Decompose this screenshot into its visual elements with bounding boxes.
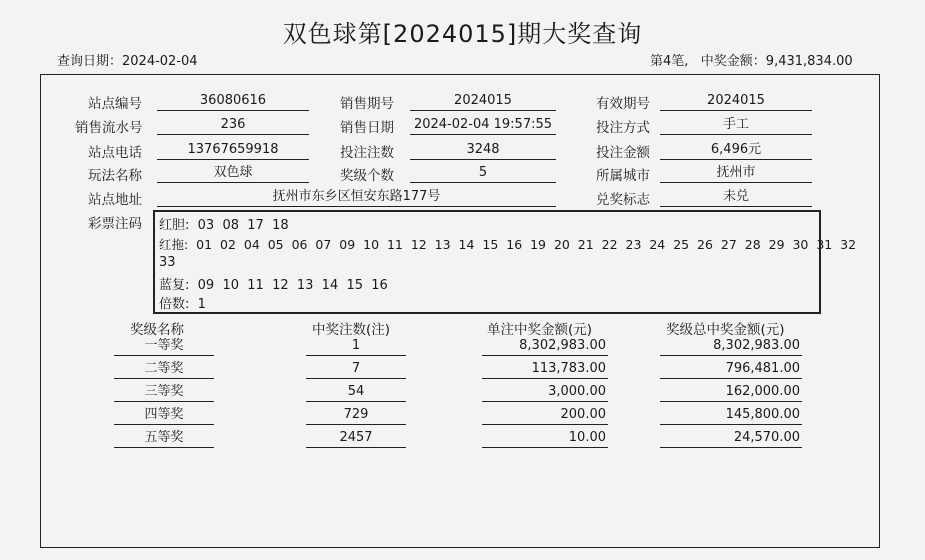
- phone-value: 13767659918: [157, 141, 309, 160]
- serial-label: 销售流水号: [75, 120, 143, 136]
- prize-levels-value: 5: [410, 164, 556, 183]
- col-header-total-amount: 奖级总中奖金额(元): [666, 322, 785, 338]
- query-date: 查询日期：2024-02-04: [57, 54, 198, 69]
- bet-count-value: 3248: [410, 141, 556, 160]
- red-dan-line: 红胆: 03 08 17 18: [159, 218, 289, 233]
- red-tuo-continuation: 33: [159, 255, 176, 270]
- blue-fu-line: 蓝复: 09 10 11 12 13 14 15 16: [159, 278, 388, 293]
- sale-date-label: 销售日期: [340, 120, 394, 136]
- prize-level-2: 二等奖: [114, 360, 214, 379]
- prize-level-5: 五等奖: [114, 429, 214, 448]
- game-label: 玩法名称: [88, 168, 142, 184]
- red-tuo-line: 红拖: 01 02 04 05 06 07 09 10 11 12 13 14 15 16 19 20 21 22 23 24 25 26 27 28 29 30 31 32: [159, 237, 857, 252]
- prize-unit-3: 3,000.00: [482, 383, 608, 402]
- sale-date-value: 2024-02-04 19:57:55: [410, 116, 556, 135]
- bet-count-label: 投注注数: [340, 145, 394, 161]
- serial-value: 236: [157, 116, 309, 135]
- valid-period-label: 有效期号: [596, 96, 650, 112]
- prize-count-3: 54: [306, 383, 406, 402]
- game-value: 双色球: [157, 164, 309, 183]
- prize-level-1: 一等奖: [114, 337, 214, 356]
- col-header-unit-amount: 单注中奖金额(元): [487, 322, 593, 338]
- prize-count-2: 7: [306, 360, 406, 379]
- prize-unit-2: 113,783.00: [482, 360, 608, 379]
- period-label: 销售期号: [340, 96, 394, 112]
- prize-total-4: 145,800.00: [660, 406, 802, 425]
- bet-mode-label: 投注方式: [596, 120, 650, 136]
- address-value: 抚州市东乡区恒安东路177号: [157, 188, 556, 207]
- bet-amount-value: 6,496元: [660, 141, 812, 160]
- prize-count-1: 1: [306, 337, 406, 356]
- prize-unit-5: 10.00: [482, 429, 608, 448]
- address-label: 站点地址: [88, 192, 142, 208]
- city-label: 所属城市: [596, 168, 650, 184]
- station-no-label: 站点编号: [88, 96, 142, 112]
- prize-total-2: 796,481.00: [660, 360, 802, 379]
- page-title: 双色球第[2024015]期大奖查询: [282, 20, 643, 48]
- prize-unit-4: 200.00: [482, 406, 608, 425]
- redeem-label: 兑奖标志: [596, 192, 650, 208]
- station-no-value: 36080616: [157, 92, 309, 111]
- prize-count-4: 729: [306, 406, 406, 425]
- col-header-count: 中奖注数(注): [312, 322, 391, 338]
- col-header-level: 奖级名称: [130, 322, 184, 338]
- multiple-line: 倍数: 1: [159, 297, 206, 312]
- prize-count-5: 2457: [306, 429, 406, 448]
- win-summary: 第4笔, 中奖金额：9,431,834.00: [650, 54, 853, 69]
- prize-total-3: 162,000.00: [660, 383, 802, 402]
- redeem-value: 未兑: [660, 188, 812, 207]
- bet-mode-value: 手工: [660, 116, 812, 135]
- prize-levels-label: 奖级个数: [340, 168, 394, 184]
- city-value: 抚州市: [660, 164, 812, 183]
- period-value: 2024015: [410, 92, 556, 111]
- prize-level-3: 三等奖: [114, 383, 214, 402]
- prize-level-4: 四等奖: [114, 406, 214, 425]
- bet-amount-label: 投注金额: [596, 145, 650, 161]
- prize-total-5: 24,570.00: [660, 429, 802, 448]
- phone-label: 站点电话: [88, 145, 142, 161]
- prize-unit-1: 8,302,983.00: [482, 337, 608, 356]
- lottery-number-box: [153, 210, 857, 314]
- valid-period-value: 2024015: [660, 92, 812, 111]
- lottery-label: 彩票注码: [88, 216, 142, 232]
- prize-total-1: 8,302,983.00: [660, 337, 802, 356]
